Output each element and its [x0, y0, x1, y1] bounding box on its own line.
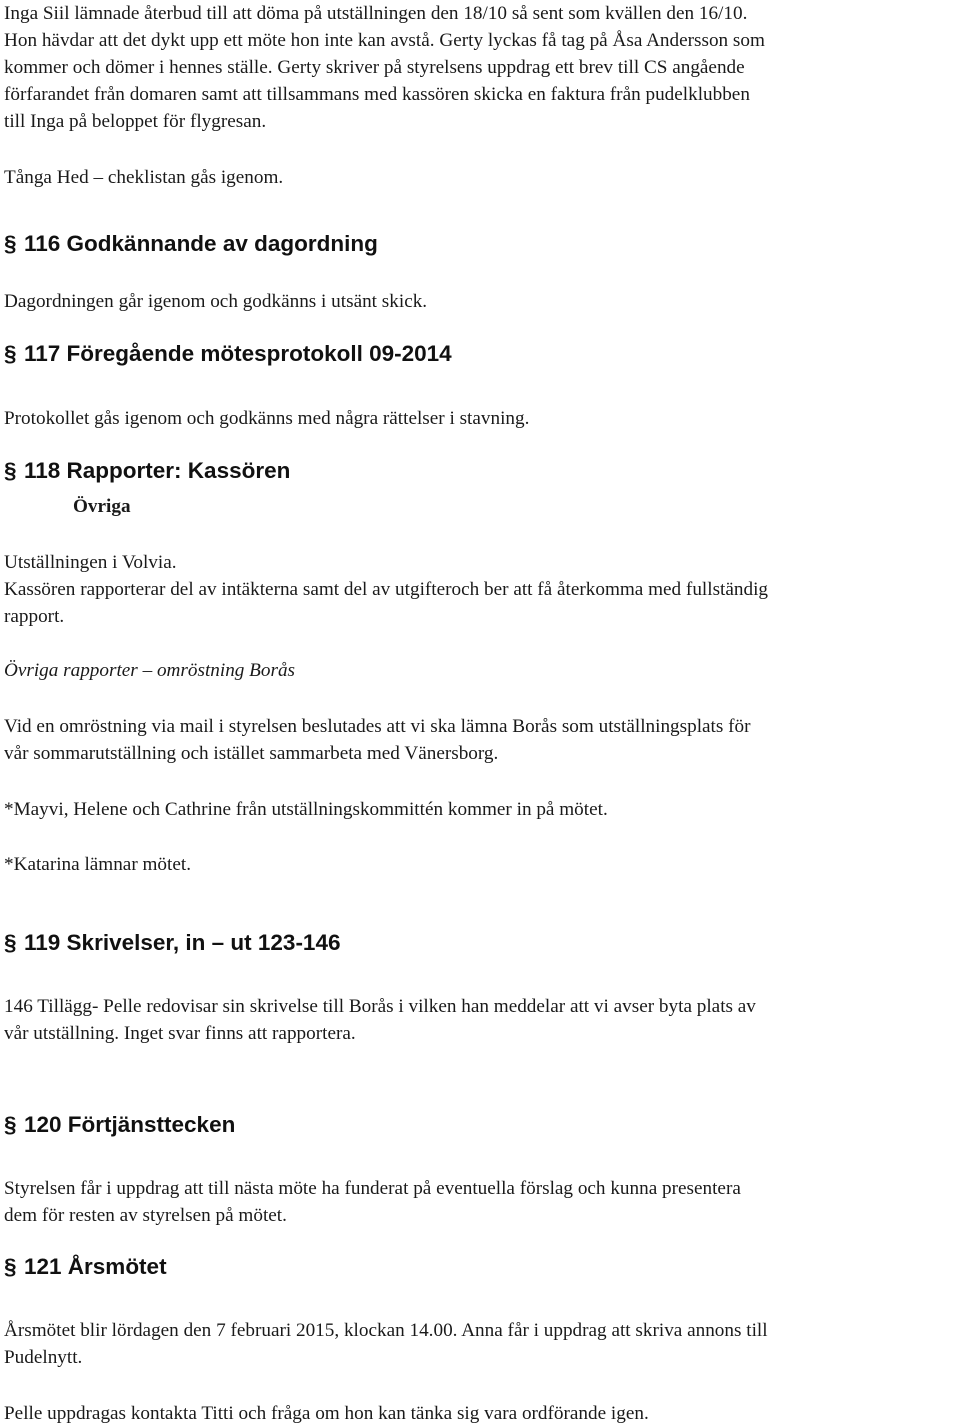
section-119-line-2: vår utställning. Inget svar finns att rapportera. [4, 1023, 356, 1044]
section-118-italic-heading: Övriga rapporter – omröstning Borås [4, 660, 296, 681]
section-120-title: 120 Förtjänsttecken [24, 1112, 236, 1137]
section-118-line-2: Kassören rapporterar del av intäkterna samt del av utgifteroch ber att få återkomma med fullständig [4, 579, 769, 600]
section-118-heading [4, 456, 958, 486]
section-119-heading [4, 928, 958, 958]
section-117-heading [4, 339, 958, 369]
section-121-line-1: Årsmötet blir lördagen den 7 februari 2015, klockan 14.00. Anna får i uppdrag att skriva annons till [4, 1320, 768, 1341]
section-117-title: 117 Föregående mötesprotokoll 09-2014 [24, 341, 452, 366]
section-121-line-3: Pelle uppdragas kontakta Titti och fråga om hon kan tänka sig vara ordförande igen. [4, 1403, 649, 1424]
section-116-text: Dagordningen går igenom och godkänns i utsänt skick. [4, 291, 428, 312]
section-117-text: Protokollet gås igenom och godkänns med några rättelser i stavning. [4, 408, 530, 429]
section-121-heading [4, 1252, 958, 1282]
section-symbol: § [4, 1254, 17, 1279]
section-118-line-3: rapport. [4, 606, 65, 627]
section-symbol: § [4, 231, 17, 256]
section-121-line-2: Pudelnytt. [4, 1347, 83, 1368]
section-symbol: § [4, 930, 17, 955]
section-symbol: § [4, 458, 17, 483]
section-118-title: 118 Rapporter: Kassören [24, 458, 291, 483]
section-118-line-1: Utställningen i Volvia. [4, 552, 177, 573]
tanga-hed-line: Tånga Hed – cheklistan gås igenom. [4, 167, 284, 188]
intro-line-3: kommer och dömer i hennes ställe. Gerty skriver på styrelsens uppdrag ett brev till CS angående [4, 57, 745, 78]
section-118-note-2: *Katarina lämnar mötet. [4, 854, 192, 875]
section-118-subheading: Övriga [73, 496, 131, 517]
section-120-heading [4, 1110, 958, 1140]
section-119-line-1: 146 Tillägg- Pelle redovisar sin skrivelse till Borås i vilken han meddelar att vi avser byta plats av [4, 996, 756, 1017]
section-120-line-1: Styrelsen får i uppdrag att till nästa möte ha funderat på eventuella förslag och kunna presentera [4, 1178, 741, 1199]
intro-line-5: till Inga på beloppet för flygresan. [4, 111, 267, 132]
intro-line-1: Inga Siil lämnade återbud till att döma på utställningen den 18/10 så sent som kvällen den 16/10. [4, 3, 748, 24]
section-symbol: § [4, 341, 17, 366]
section-116-title: 116 Godkännande av dagordning [24, 231, 378, 256]
section-118-note-1: *Mayvi, Helene och Cathrine från utställningskommittén kommer in på mötet. [4, 799, 608, 820]
section-121-title: 121 Årsmötet [24, 1254, 167, 1279]
section-120-line-2: dem för resten av styrelsen på mötet. [4, 1205, 287, 1226]
intro-line-4: förfarandet från domaren samt att tillsammans med kassören skicka en faktura från pudelklubben [4, 84, 750, 105]
section-116-heading [4, 229, 958, 259]
section-symbol: § [4, 1112, 17, 1137]
section-118-paragraph-line-2: vår sommarutställning och istället sammarbeta med Vänersborg. [4, 743, 499, 764]
section-118-paragraph-line-1: Vid en omröstning via mail i styrelsen beslutades att vi ska lämna Borås som utställningsplats för [4, 716, 751, 737]
section-119-title: 119 Skrivelser, in – ut 123-146 [24, 930, 341, 955]
intro-line-2: Hon hävdar att det dykt upp ett möte hon inte kan avstå. Gerty lyckas få tag på Åsa Andersson som [4, 30, 765, 51]
